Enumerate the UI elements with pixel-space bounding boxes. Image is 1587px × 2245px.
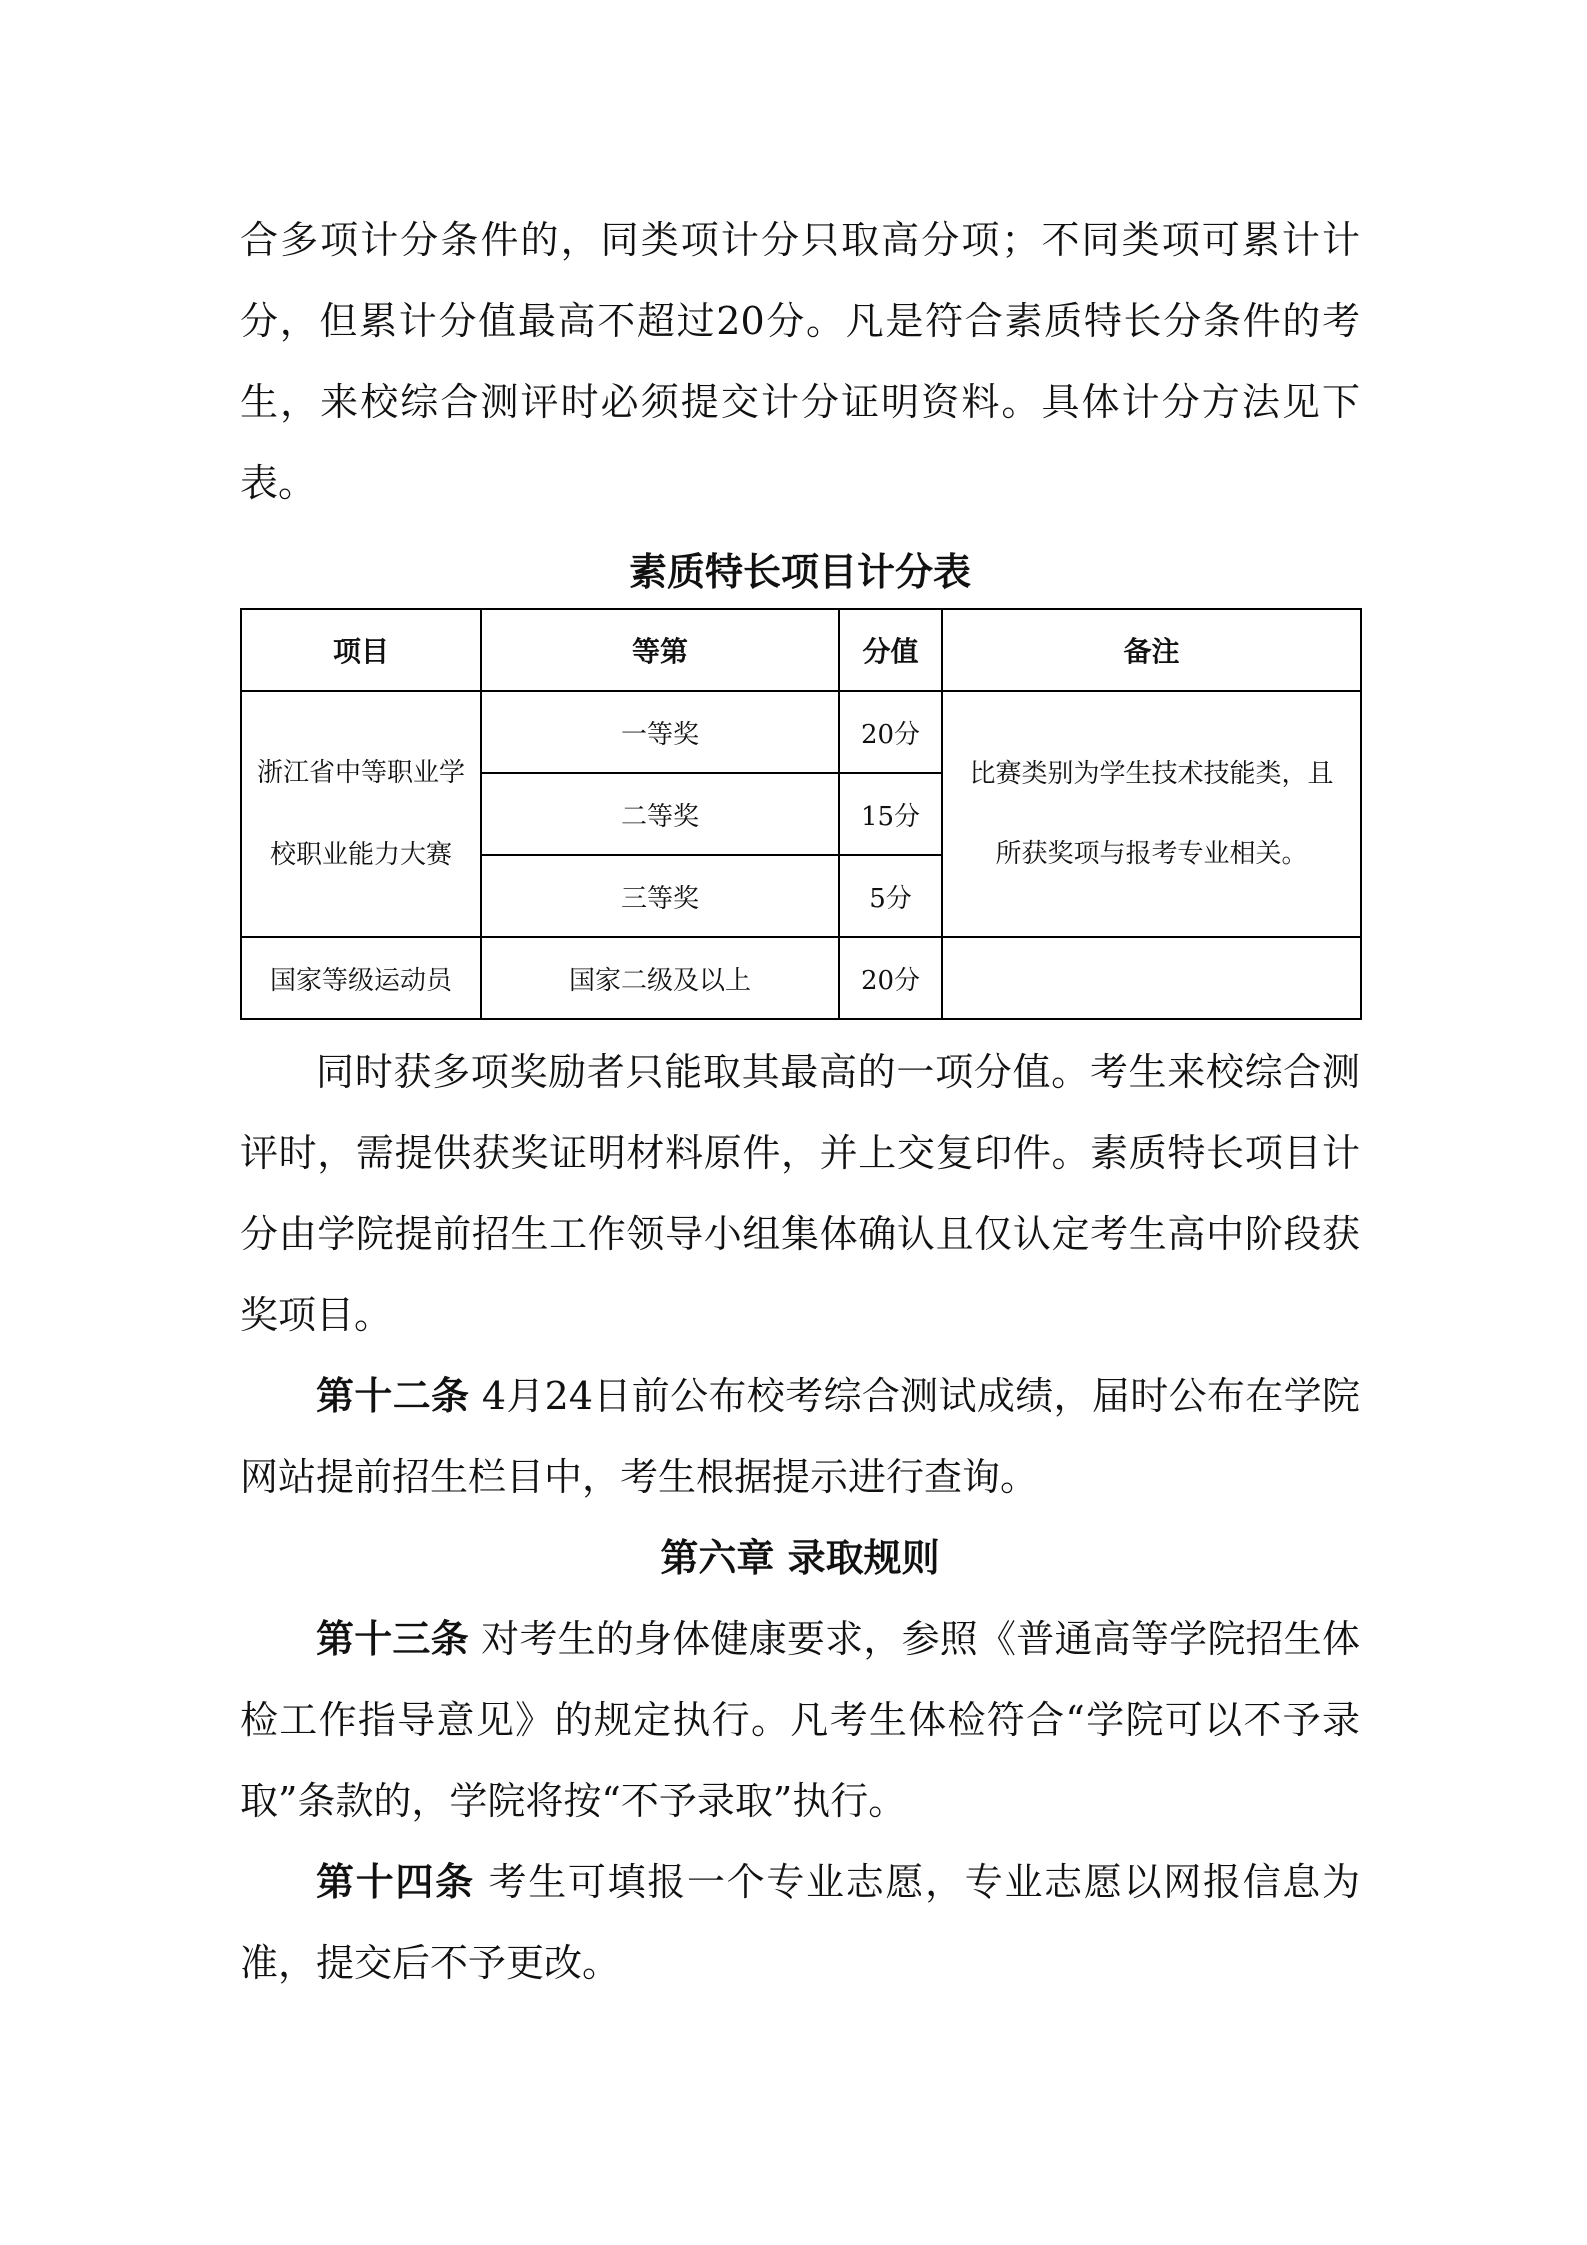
header-level: 等第 [481,609,839,691]
article-12-label: 第十二条 [316,1374,470,1418]
cell-level: 三等奖 [481,855,839,937]
table-row [241,937,1361,1019]
header-item: 项目 [241,609,481,691]
article-14 [240,1842,1360,2004]
article-13-label: 第十三条 [316,1617,469,1661]
table-row [241,691,1361,773]
cell-level: 国家二级及以上 [481,937,839,1019]
cell-score: 15分 [839,773,942,855]
header-score: 分值 [839,609,942,691]
score-table [240,608,1362,1020]
table-title: 素质特长项目计分表 [628,549,971,594]
cell-score: 20分 [839,691,942,773]
header-note: 备注 [942,609,1361,691]
document-content [240,200,1360,2004]
cell-score: 5分 [839,855,942,937]
article-12-text: 4月24日前公布校考综合测试成绩，届时公布在学院网站提前招生栏目中，考生根据提示进行查询。 [240,1374,1360,1499]
cell-note-competition: 比赛类别为学生技术技能类，且所获奖项与报考专业相关。 [942,691,1361,937]
cell-level: 二等奖 [481,773,839,855]
paragraph-scoring-rules: 合多项计分条件的，同类项计分只取高分项；不同类项可累计计分，但累计分值最高不超过20分。凡是符合素质特长分条件的考生，来校综合测评时必须提交计分证明资料。具体计分方法见下表。 [240,218,1360,505]
chapter-title: 第六章 录取规则 [660,1536,940,1580]
cell-score: 20分 [839,937,942,1019]
paragraph-award-rules: 同时获多项奖励者只能取其最高的一项分值。考生来校综合测评时，需提供获奖证明材料原件，并上交复印件。素质特长项目计分由学院提前招生工作领导小组集体确认且仅认定考生高中阶段获奖项目。 [240,1050,1360,1337]
article-13 [240,1599,1360,1842]
article-14-text: 考生可填报一个专业志愿，专业志愿以网报信息为准，提交后不予更改。 [240,1860,1360,1985]
cell-note-athlete [942,937,1361,1019]
article-14-label: 第十四条 [316,1860,475,1904]
article-12 [240,1356,1360,1518]
cell-level: 一等奖 [481,691,839,773]
cell-item-athlete: 国家等级运动员 [241,937,481,1019]
article-13-text: 对考生的身体健康要求，参照《普通高等学院招生体检工作指导意见》的规定执行。凡考生体检符合“学院可以不予录取”条款的，学院将按“不予录取”执行。 [240,1617,1360,1823]
table-header-row [241,609,1361,691]
cell-item-competition: 浙江省中等职业学校职业能力大赛 [241,691,481,937]
